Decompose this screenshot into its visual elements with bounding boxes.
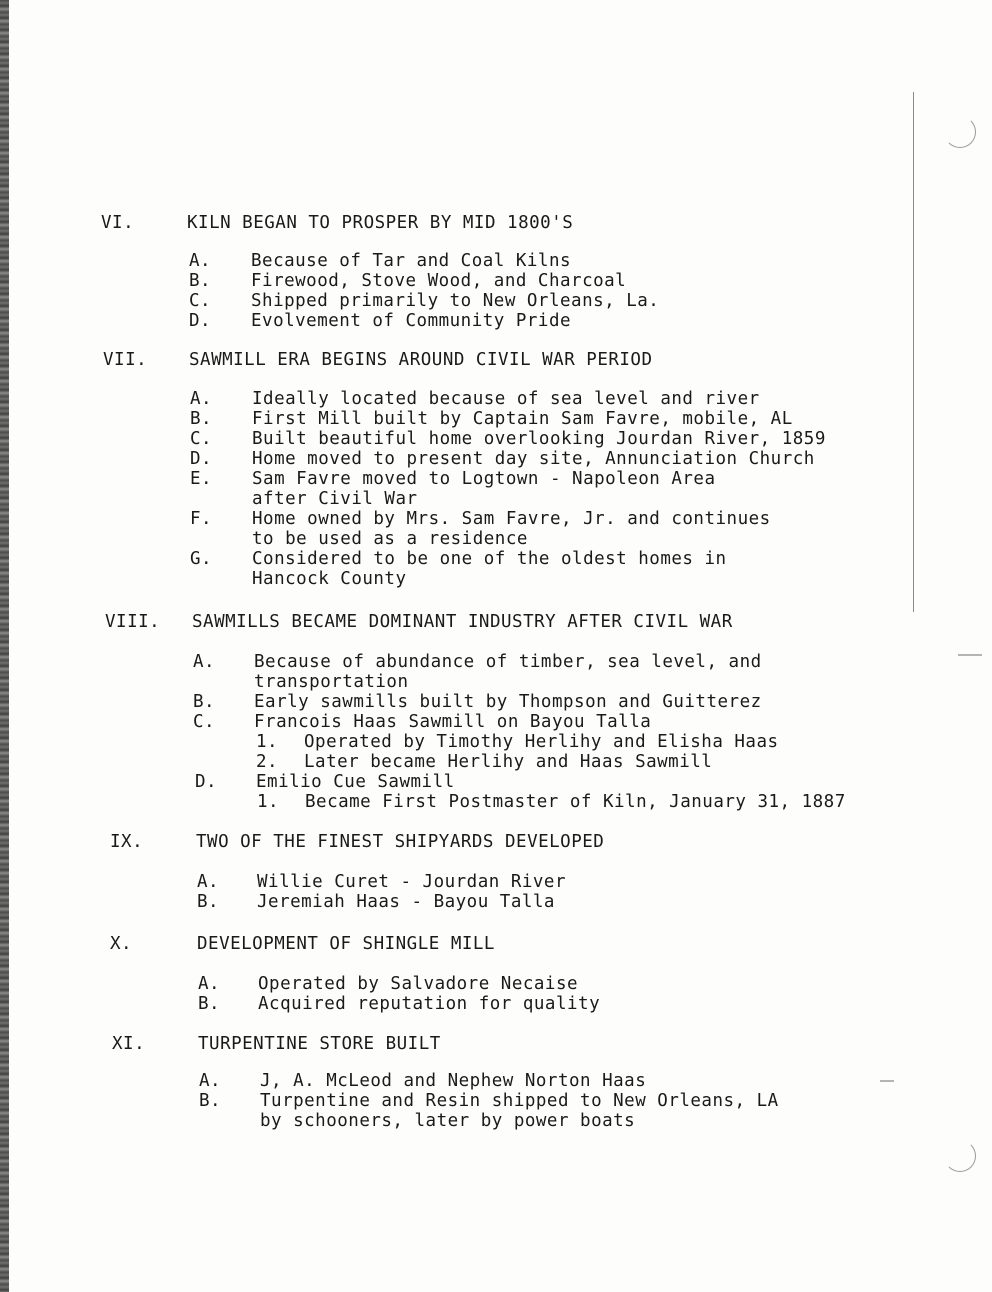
section-numeral: VII. bbox=[103, 350, 148, 370]
item-letter: E. bbox=[190, 469, 213, 489]
item-letter: C. bbox=[193, 712, 216, 732]
item-letter: A. bbox=[193, 652, 216, 672]
section-title: TWO OF THE FINEST SHIPYARDS DEVELOPED bbox=[196, 832, 605, 852]
item-letter: B. bbox=[190, 409, 213, 429]
section-items bbox=[0, 872, 992, 912]
item-letter: A. bbox=[198, 974, 221, 994]
outline-section bbox=[0, 612, 992, 812]
list-item bbox=[0, 251, 992, 271]
section-numeral: XI. bbox=[112, 1034, 146, 1054]
list-item bbox=[0, 311, 992, 331]
item-letter: F. bbox=[190, 509, 213, 529]
item-letter: C. bbox=[189, 291, 212, 311]
item-text: Francois Haas Sawmill on Bayou Talla bbox=[254, 712, 652, 732]
item-letter: A. bbox=[197, 872, 220, 892]
item-text: J, A. McLeod and Nephew Norton Haas bbox=[260, 1071, 647, 1091]
item-text: Jeremiah Haas - Bayou Talla bbox=[257, 892, 555, 912]
list-item bbox=[0, 772, 992, 812]
list-item bbox=[0, 549, 992, 589]
item-text: Emilio Cue Sawmill bbox=[256, 772, 455, 792]
item-text: Operated by Salvadore Necaise bbox=[258, 974, 579, 994]
sub-item-text: Later became Herlihy and Haas Sawmill bbox=[304, 752, 713, 772]
outline-section bbox=[0, 934, 992, 1014]
list-item bbox=[0, 271, 992, 291]
section-title: SAWMILLS BECAME DOMINANT INDUSTRY AFTER CIVIL WAR bbox=[192, 612, 733, 632]
list-item bbox=[0, 974, 992, 994]
section-heading bbox=[0, 1034, 992, 1056]
item-letter: D. bbox=[195, 772, 218, 792]
outline-section bbox=[0, 1034, 992, 1131]
list-item bbox=[0, 389, 992, 409]
list-item bbox=[0, 872, 992, 892]
sub-item-text: Became First Postmaster of Kiln, January 31, 1887 bbox=[305, 792, 846, 812]
item-text: Turpentine and Resin shipped to New Orleans, LA by schooners, later by power boats bbox=[260, 1091, 779, 1131]
section-heading bbox=[0, 213, 992, 235]
list-item bbox=[0, 291, 992, 311]
item-letter: A. bbox=[199, 1071, 222, 1091]
list-item bbox=[0, 892, 992, 912]
list-item bbox=[0, 449, 992, 469]
item-letter: D. bbox=[189, 311, 212, 331]
section-items bbox=[0, 652, 992, 812]
section-numeral: X. bbox=[110, 934, 133, 954]
item-letter: A. bbox=[190, 389, 213, 409]
sub-item-text: Operated by Timothy Herlihy and Elisha Haas bbox=[304, 732, 779, 752]
section-items bbox=[0, 974, 992, 1014]
section-heading bbox=[0, 832, 992, 854]
item-text: First Mill built by Captain Sam Favre, mobile, AL bbox=[252, 409, 793, 429]
item-text: Home owned by Mrs. Sam Favre, Jr. and continues to be used as a residence bbox=[252, 509, 771, 549]
list-item bbox=[0, 994, 992, 1014]
outline-section bbox=[0, 832, 992, 912]
item-text: Because of Tar and Coal Kilns bbox=[251, 251, 572, 271]
sub-item bbox=[0, 732, 992, 752]
sub-item-number: 1. bbox=[256, 732, 279, 752]
item-text: Built beautiful home overlooking Jourdan River, 1859 bbox=[252, 429, 826, 449]
section-numeral: VI. bbox=[101, 213, 135, 233]
section-title: SAWMILL ERA BEGINS AROUND CIVIL WAR PERIOD bbox=[189, 350, 653, 370]
item-text: Acquired reputation for quality bbox=[258, 994, 601, 1014]
list-item bbox=[0, 652, 992, 692]
section-items bbox=[0, 251, 992, 331]
item-letter: B. bbox=[198, 994, 221, 1014]
sub-item-number: 2. bbox=[256, 752, 279, 772]
sub-item bbox=[0, 752, 992, 772]
item-text: Willie Curet - Jourdan River bbox=[257, 872, 567, 892]
section-title: TURPENTINE STORE BUILT bbox=[198, 1034, 441, 1054]
punch-hole-mark bbox=[944, 1140, 976, 1172]
item-text: Because of abundance of timber, sea level, and transportation bbox=[254, 652, 762, 692]
punch-hole-mark bbox=[944, 116, 976, 148]
item-text: Considered to be one of the oldest homes in Hancock County bbox=[252, 549, 727, 589]
section-title: DEVELOPMENT OF SHINGLE MILL bbox=[197, 934, 495, 954]
item-letter: B. bbox=[199, 1091, 222, 1111]
section-heading bbox=[0, 350, 992, 372]
list-item bbox=[0, 712, 992, 772]
section-heading bbox=[0, 934, 992, 956]
sub-item bbox=[0, 792, 992, 812]
item-letter: G. bbox=[190, 549, 213, 569]
item-text: Shipped primarily to New Orleans, La. bbox=[251, 291, 660, 311]
section-numeral: VIII. bbox=[105, 612, 161, 632]
outline-section bbox=[0, 350, 992, 589]
section-numeral: IX. bbox=[110, 832, 144, 852]
list-item bbox=[0, 1071, 992, 1091]
list-item bbox=[0, 409, 992, 429]
list-item bbox=[0, 429, 992, 449]
item-text: Ideally located because of sea level and river bbox=[252, 389, 760, 409]
item-letter: B. bbox=[189, 271, 212, 291]
section-items bbox=[0, 1071, 992, 1131]
list-item bbox=[0, 509, 992, 549]
item-text: Sam Favre moved to Logtown - Napoleon Area after Civil War bbox=[252, 469, 716, 509]
section-items bbox=[0, 389, 992, 589]
list-item bbox=[0, 469, 992, 509]
item-letter: B. bbox=[197, 892, 220, 912]
item-text: Evolvement of Community Pride bbox=[251, 311, 572, 331]
item-text: Firewood, Stove Wood, and Charcoal bbox=[251, 271, 627, 291]
section-title: KILN BEGAN TO PROSPER BY MID 1800'S bbox=[187, 213, 574, 233]
item-letter: C. bbox=[190, 429, 213, 449]
item-letter: D. bbox=[190, 449, 213, 469]
sub-item-number: 1. bbox=[257, 792, 280, 812]
item-text: Home moved to present day site, Annunciation Church bbox=[252, 449, 815, 469]
item-text: Early sawmills built by Thompson and Guitterez bbox=[254, 692, 762, 712]
outline-section bbox=[0, 213, 992, 331]
list-item bbox=[0, 1091, 992, 1131]
section-heading bbox=[0, 612, 992, 634]
item-letter: B. bbox=[193, 692, 216, 712]
list-item bbox=[0, 692, 992, 712]
item-letter: A. bbox=[189, 251, 212, 271]
